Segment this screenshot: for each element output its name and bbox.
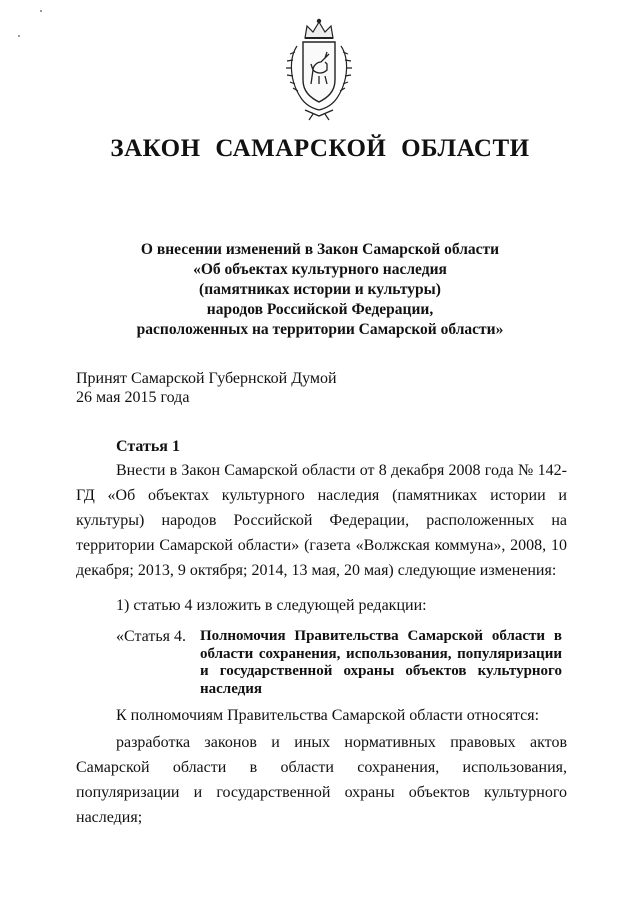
subject-line: (памятниках истории и культуры) bbox=[199, 281, 441, 298]
paragraph-text: К полномочиям Правительства Самарской области относятся: bbox=[116, 707, 540, 724]
list-item-1: 1) статью 4 изложить в следующей редакции: bbox=[116, 597, 427, 614]
paragraph-power-1 bbox=[76, 730, 567, 830]
paragraph-text: разработка законов и иных нормативных правовых актов Самарской области в области сохранения, использования, популяризации и государственной охраны объектов культурного наследия; bbox=[76, 734, 567, 826]
article-heading: Статья 1 bbox=[116, 438, 180, 455]
paragraph-powers-intro bbox=[76, 703, 567, 728]
law-title: ЗАКОН САМАРСКОЙ ОБЛАСТИ bbox=[110, 135, 530, 162]
adoption-date: 26 мая 2015 года bbox=[76, 389, 190, 406]
subject-line: расположенных на территории Самарской области» bbox=[136, 321, 504, 338]
paragraph-text: Внести в Закон Самарской области от 8 декабря 2008 года № 142-ГД «Об объектах культурного наследия (памятниках истории и культуры) народов Российской Федерации, расположенных на территории Самарской области» (газета «Волжская коммуна», 2008, 10 декабря; 2013, 9 октября; 2014, 13 мая, 20 мая) следующие изменения: bbox=[76, 462, 567, 579]
quoted-article-title: Полномочия Правительства Самарской области в области сохранения, использования, популяризации и государственной охраны объектов культурного наследия bbox=[200, 628, 562, 697]
adoption-body: Принят Самарской Губернской Думой bbox=[76, 370, 337, 387]
scan-speck bbox=[40, 10, 42, 12]
adoption-note bbox=[76, 369, 337, 407]
quoted-article-label: «Статья 4. bbox=[116, 628, 186, 645]
paragraph-amendment-intro bbox=[76, 458, 567, 583]
subject-line: О внесении изменений в Закон Самарской области bbox=[140, 241, 500, 258]
coat-of-arms-icon bbox=[283, 18, 355, 122]
law-subject bbox=[100, 240, 540, 340]
subject-line: «Об объектах культурного наследия bbox=[193, 261, 447, 278]
scan-speck bbox=[18, 35, 20, 37]
subject-line: народов Российской Федерации, bbox=[206, 301, 434, 318]
